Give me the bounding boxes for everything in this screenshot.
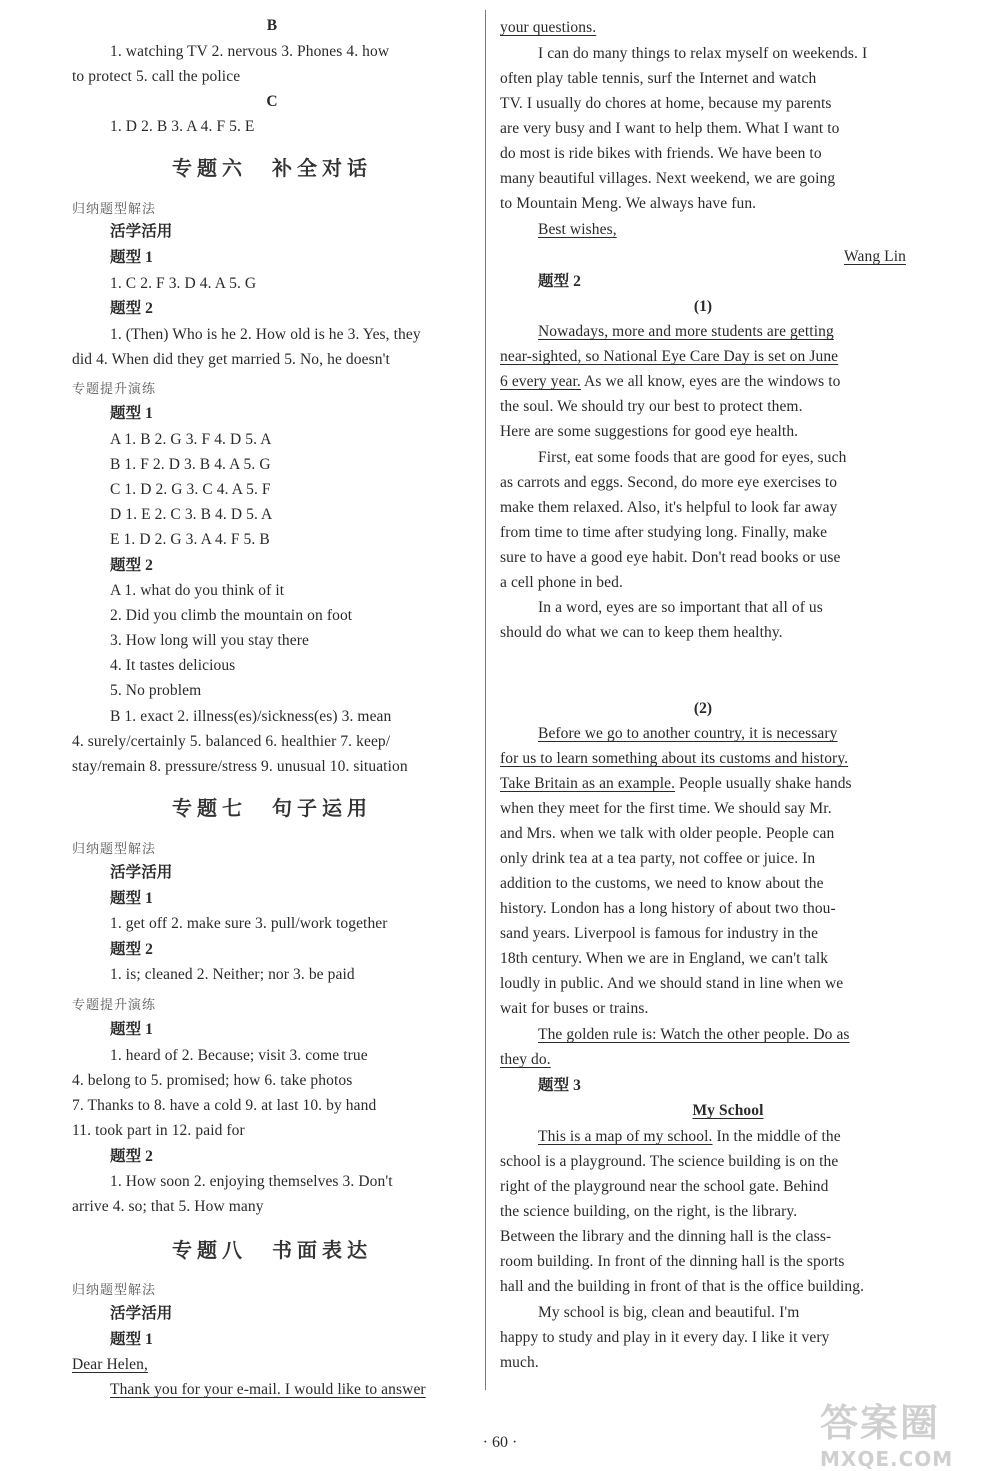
essay-title: My School — [692, 1102, 764, 1119]
answer-line: D 1. E 2. C 3. B 4. D 5. A — [110, 506, 273, 523]
question-type-label: 题型 2 — [110, 941, 154, 958]
essay-line: from time to time after studying long. Finally, make — [500, 524, 828, 541]
essay-line: happy to study and play in it every day. I like it very — [500, 1329, 830, 1346]
essay-line: the science building, on the right, is the library. — [500, 1203, 798, 1220]
subsection-heading: 活学活用 — [110, 1305, 173, 1322]
essay-line: Before we go to another country, it is necessary — [538, 725, 838, 742]
essay-line — [500, 372, 840, 392]
essay-line: My school is big, clean and beautiful. I'm — [538, 1304, 800, 1321]
essay-line: a cell phone in bed. — [500, 574, 623, 591]
subsection-heading: 归纳题型解法 — [72, 841, 157, 856]
underlined-text: Take Britain as an example. — [500, 775, 676, 792]
essay-line: TV. I usually do chores at home, because my parents — [500, 95, 832, 112]
answer-line: to protect 5. call the police — [72, 68, 241, 85]
plain-text: As we all know, eyes are the windows to — [580, 373, 841, 390]
subsection-heading: 活学活用 — [110, 864, 173, 881]
answer-line: 1. (Then) Who is he 2. How old is he 3. Yes, they — [110, 326, 421, 343]
subsection-heading: 归纳题型解法 — [72, 1282, 157, 1297]
essay-line: right of the playground near the school gate. Behind — [500, 1178, 829, 1195]
section-title: 专题七 句子运用 — [172, 798, 372, 820]
essay-line: In a word, eyes are so important that all of us — [538, 599, 823, 616]
essay-line: hall and the building in front of that is the office building. — [500, 1278, 865, 1295]
question-type-label: 题型 2 — [110, 300, 154, 317]
essay-line: Here are some suggestions for good eye health. — [500, 423, 799, 440]
essay-line: only drink tea at a tea party, not coffee or juice. In — [500, 850, 816, 867]
question-type-label: 题型 3 — [538, 1077, 582, 1094]
section-title: 专题六 补全对话 — [172, 158, 372, 180]
essay-line: loudly in public. And we should stand in line when we — [500, 975, 844, 992]
letter-signature: Wang Lin — [844, 248, 906, 265]
watermark-url: MXQE.COM — [820, 1447, 954, 1471]
page-number: · 60 · — [482, 1434, 518, 1451]
answer-line: C 1. D 2. G 3. C 4. A 5. F — [110, 481, 271, 498]
essay-line: school is a playground. The science building is on the — [500, 1153, 839, 1170]
answer-line: 4. It tastes delicious — [110, 657, 236, 674]
column-divider — [485, 10, 486, 1390]
answer-line: did 4. When did they get married 5. No, he doesn't — [72, 351, 390, 368]
answer-line: 4. surely/certainly 5. balanced 6. healthier 7. keep/ — [72, 733, 391, 750]
essay-line: The golden rule is: Watch the other people. Do as — [538, 1026, 850, 1043]
watermark-logo — [820, 1392, 990, 1471]
essay-line: make them relaxed. Also, it's helpful to look far away — [500, 499, 838, 516]
answer-line: 2. Did you climb the mountain on foot — [110, 607, 353, 624]
essay-line: history. London has a long history of about two thou- — [500, 900, 836, 917]
essay-line: 18th century. When we are in England, we can't talk — [500, 950, 829, 967]
answer-line: E 1. D 2. G 3. A 4. F 5. B — [110, 531, 270, 548]
section-label-b: B — [266, 17, 278, 34]
question-type-label: 题型 1 — [110, 1021, 154, 1038]
essay-line: to Mountain Meng. We always have fun. — [500, 195, 757, 212]
answer-line: 7. Thanks to 8. have a cold 9. at last 10. by hand — [72, 1097, 377, 1114]
answer-line: 11. took part in 12. paid for — [72, 1122, 245, 1139]
answer-line: 1. C 2. F 3. D 4. A 5. G — [110, 275, 257, 292]
essay-number: (1) — [693, 298, 713, 315]
essay-line: the soul. We should try our best to protect them. — [500, 398, 803, 415]
essay-line: are very busy and I want to help them. What I want to — [500, 120, 840, 137]
question-type-label: 题型 1 — [110, 1331, 154, 1348]
question-type-label: 题型 2 — [110, 557, 154, 574]
answer-line: B 1. exact 2. illness(es)/sickness(es) 3. mean — [110, 708, 392, 725]
subsection-heading: 活学活用 — [110, 223, 173, 240]
essay-line: much. — [500, 1354, 539, 1371]
essay-line: Thank you for your e-mail. I would like to answer — [110, 1381, 426, 1398]
plain-text: People usually shake hands — [675, 775, 852, 792]
answer-line: B 1. F 2. D 3. B 4. A 5. G — [110, 456, 271, 473]
essay-line: when they meet for the first time. We should say Mr. — [500, 800, 832, 817]
essay-line: addition to the customs, we need to know about the — [500, 875, 824, 892]
answer-line: A 1. B 2. G 3. F 4. D 5. A — [110, 431, 272, 448]
question-type-label: 题型 2 — [538, 273, 582, 290]
answer-line: 3. How long will you stay there — [110, 632, 309, 649]
essay-line: should do what we can to keep them healthy. — [500, 624, 783, 641]
section-label-c: C — [266, 93, 278, 110]
question-type-label: 题型 2 — [110, 1148, 154, 1165]
essay-line: room building. In front of the dinning hall is the sports — [500, 1253, 845, 1270]
essay-line: and Mrs. when we talk with older people. People can — [500, 825, 835, 842]
essay-line: Between the library and the dinning hall is the class- — [500, 1228, 832, 1245]
essay-line: many beautiful villages. Next weekend, we are going — [500, 170, 836, 187]
answer-line: 1. get off 2. make sure 3. pull/work together — [110, 915, 388, 932]
section-title: 专题八 书面表达 — [172, 1240, 372, 1262]
essay-line — [500, 1127, 841, 1147]
essay-line: do most is ride bikes with friends. We have been to — [500, 145, 822, 162]
essay-line: for us to learn something about its customs and history. — [500, 750, 849, 767]
answer-line: A 1. what do you think of it — [110, 582, 285, 599]
plain-text: In the middle of the — [712, 1128, 841, 1145]
answer-line: 1. D 2. B 3. A 4. F 5. E — [110, 118, 255, 135]
answer-line: stay/remain 8. pressure/stress 9. unusual 10. situation — [72, 758, 408, 775]
question-type-label: 题型 1 — [110, 249, 154, 266]
letter-closing: Best wishes, — [538, 221, 617, 238]
essay-number: (2) — [693, 700, 713, 717]
essay-line: I can do many things to relax myself on weekends. I — [538, 45, 868, 62]
essay-line: sure to have a good eye habit. Don't read books or use — [500, 549, 841, 566]
answer-line: 1. is; cleaned 2. Neither; nor 3. be paid — [110, 966, 355, 983]
essay-line: Nowadays, more and more students are getting — [538, 323, 834, 340]
underlined-text: This is a map of my school. — [538, 1128, 713, 1145]
essay-line: they do. — [500, 1051, 551, 1068]
subsection-heading: 专题提升演练 — [72, 381, 157, 396]
essay-line: sand years. Liverpool is famous for industry in the — [500, 925, 819, 942]
essay-line: near-sighted, so National Eye Care Day is set on June — [500, 348, 839, 365]
answer-line: 4. belong to 5. promised; how 6. take photos — [72, 1072, 353, 1089]
subsection-heading: 专题提升演练 — [72, 997, 157, 1012]
answer-line: 5. No problem — [110, 682, 202, 699]
essay-line: wait for buses or trains. — [500, 1000, 649, 1017]
watermark-text: 答案圈 — [820, 1401, 941, 1445]
letter-salutation: Dear Helen, — [72, 1356, 148, 1373]
question-type-label: 题型 1 — [110, 405, 154, 422]
essay-line: First, eat some foods that are good for eyes, such — [538, 449, 847, 466]
answer-line: 1. watching TV 2. nervous 3. Phones 4. how — [110, 43, 390, 60]
answer-line: arrive 4. so; that 5. How many — [72, 1198, 264, 1215]
question-type-label: 题型 1 — [110, 890, 154, 907]
underlined-text: 6 every year. — [500, 373, 581, 390]
answer-line: 1. heard of 2. Because; visit 3. come true — [110, 1047, 368, 1064]
essay-line: often play table tennis, surf the Internet and watch — [500, 70, 817, 87]
subsection-heading: 归纳题型解法 — [72, 201, 157, 216]
answer-line: 1. How soon 2. enjoying themselves 3. Don't — [110, 1173, 393, 1190]
essay-line — [500, 774, 852, 794]
essay-line: as carrots and eggs. Second, do more eye exercises to — [500, 474, 838, 491]
essay-line: your questions. — [500, 19, 597, 36]
